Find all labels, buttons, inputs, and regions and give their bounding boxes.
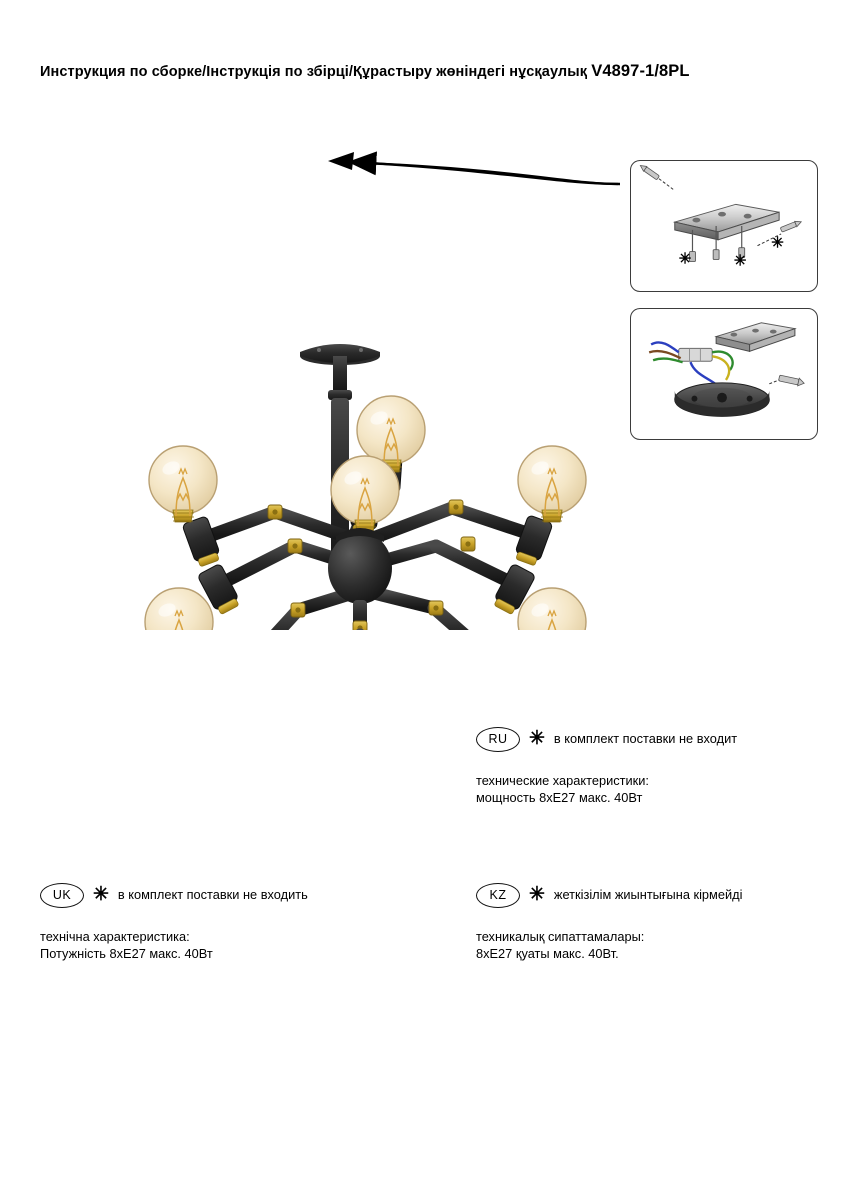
- svg-text:✳: ✳: [678, 251, 692, 268]
- lang-badge-kz: KZ: [476, 883, 520, 908]
- lang-uk-spec-line2: Потужність 8хЕ27 макс. 40Вт: [40, 946, 213, 962]
- ceiling-cup-wiring-detail: [630, 308, 818, 440]
- lang-ru-note: в комплект поставки не входит: [553, 731, 738, 747]
- asterisk-icon: ✳: [529, 727, 545, 749]
- lang-block-uk: [40, 882, 392, 963]
- lang-kz-note: жеткізілім жиынтығына кірмейді: [553, 887, 743, 903]
- lang-kz-spec-line1: техникалық сипаттамалары:: [476, 929, 645, 944]
- lang-ru-spec-line1: технические характеристики:: [476, 773, 649, 788]
- lang-badge-ru: RU: [476, 727, 520, 752]
- illustration-area: [40, 120, 820, 640]
- lang-uk-spec: [40, 928, 392, 963]
- asterisk-icon: ✳: [529, 883, 545, 905]
- mounting-bracket-detail: [630, 160, 818, 292]
- lang-kz-row: [476, 882, 828, 908]
- model-number: V4897-1/8PL: [591, 62, 690, 80]
- page-title-text: Инструкция по сборке/Інструкція по збірці/Құрастыру жөніндегі нұсқаулық: [40, 64, 588, 80]
- lang-badge-uk: UK: [40, 883, 84, 908]
- asterisk-icon: ✳: [93, 883, 109, 905]
- lang-block-kz: [476, 882, 828, 963]
- lang-block-ru: [476, 726, 828, 807]
- page-title: [40, 62, 820, 81]
- lang-ru-row: [476, 726, 828, 752]
- lang-kz-spec: [476, 928, 828, 963]
- lang-ru-spec-line2: мощность 8хЕ27 макс. 40Вт: [476, 790, 643, 806]
- svg-text:✳: ✳: [771, 235, 784, 252]
- lang-kz-spec-line2: 8хЕ27 қуаты макс. 40Вт.: [476, 946, 619, 962]
- lang-uk-row: [40, 882, 392, 908]
- lang-uk-note: в комплект поставки не входить: [117, 887, 308, 903]
- product-illustration: [60, 140, 620, 630]
- lang-ru-spec: [476, 772, 828, 807]
- lang-uk-spec-line1: технічна характеристика:: [40, 929, 190, 944]
- svg-text:✳: ✳: [733, 253, 747, 270]
